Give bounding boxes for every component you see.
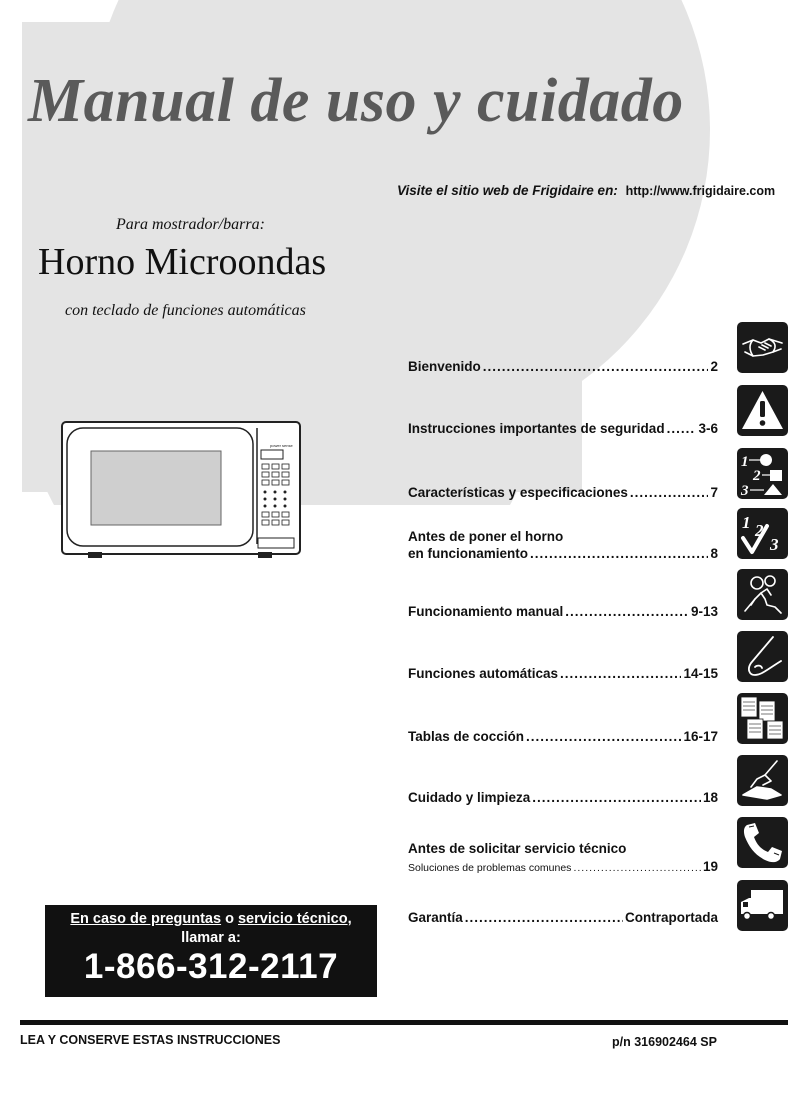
toc-label: Cuidado y limpieza xyxy=(408,790,531,805)
toc-leader xyxy=(565,604,689,619)
svg-text:power sense: power sense xyxy=(270,443,293,448)
toc-label: en funcionamiento xyxy=(408,546,529,561)
toc-label: Funciones automáticas xyxy=(408,666,559,681)
part-number: p/n 316902464 SP xyxy=(612,1035,717,1049)
svg-text:1: 1 xyxy=(741,454,749,470)
product-subtitle: con teclado de funciones automáticas xyxy=(65,302,306,319)
product-type: Para mostrador/barra: xyxy=(116,216,265,233)
toc-page: Contraportada xyxy=(624,910,718,925)
toc-entry-warranty[interactable] xyxy=(408,910,718,925)
footer-divider xyxy=(20,1020,788,1025)
website-url[interactable]: http://www.frigidaire.com xyxy=(625,184,776,198)
svg-text:3: 3 xyxy=(741,483,749,499)
manual-title: Manual de uso y cuidado xyxy=(28,67,684,135)
toc-page: 7 xyxy=(710,485,718,500)
telephone-icon xyxy=(737,817,788,868)
toc-label: Antes de solicitar servicio técnico xyxy=(408,841,627,856)
handshake-icon xyxy=(737,322,788,373)
toc-page: 9-13 xyxy=(690,604,718,619)
hand-pressing-icon xyxy=(737,569,788,620)
toc-page: 19 xyxy=(702,859,718,874)
toc-entry-cooking-tables[interactable] xyxy=(408,729,718,744)
checkmark-123-icon xyxy=(737,508,788,559)
svg-text:2: 2 xyxy=(753,468,761,484)
toc-entry-before-operating[interactable] xyxy=(408,529,718,561)
toc-page: 3-6 xyxy=(698,421,718,436)
toc-label: Instrucciones importantes de seguridad xyxy=(408,421,665,436)
toc-entry-auto-functions[interactable] xyxy=(408,666,718,681)
toc-page: 8 xyxy=(710,546,718,561)
toc-entry-care-cleaning[interactable] xyxy=(408,790,718,805)
toc-label: Bienvenido xyxy=(408,359,481,374)
background-white xyxy=(0,505,808,1105)
contact-line-1: En caso de preguntas o servicio técnico, xyxy=(70,911,352,927)
phone-number[interactable]: 1-866-312-2117 xyxy=(83,947,339,986)
toc-entry-features[interactable] xyxy=(408,485,718,500)
toc-leader xyxy=(526,729,681,744)
product-name: Horno Microondas xyxy=(38,241,327,283)
toc-leader xyxy=(532,790,701,805)
contact-line-2: llamar a: xyxy=(181,930,241,946)
toc-leader xyxy=(573,862,701,874)
toc-leader xyxy=(560,666,681,681)
toc-leader xyxy=(530,546,708,561)
toc-leader xyxy=(483,359,709,374)
toc-sublabel: Soluciones de problemas comunes xyxy=(408,862,572,874)
cleaning-hand-icon xyxy=(737,755,788,806)
toc-label: Características y especificaciones xyxy=(408,485,628,500)
toc-label: Tablas de cocción xyxy=(408,729,525,744)
toc-leader xyxy=(667,421,697,436)
toc-entry-welcome[interactable] xyxy=(408,359,718,374)
svg-text:2: 2 xyxy=(755,521,764,540)
toc-entry-service[interactable] xyxy=(408,841,718,874)
shapes-123-icon xyxy=(737,448,788,499)
svg-text:1: 1 xyxy=(742,513,751,532)
toc-page: 2 xyxy=(710,359,718,374)
toc-page: 18 xyxy=(702,790,718,805)
toc-page: 16-17 xyxy=(683,729,718,744)
toc-entry-safety[interactable] xyxy=(408,421,718,436)
warning-icon xyxy=(737,385,788,436)
finger-touch-icon xyxy=(737,631,788,682)
footer-instructions: LEA Y CONSERVE ESTAS INSTRUCCIONES xyxy=(20,1033,281,1047)
toc-leader xyxy=(465,910,623,925)
toc-label: Garantía xyxy=(408,910,463,925)
charts-icon xyxy=(737,693,788,744)
svg-text:3: 3 xyxy=(770,535,779,554)
toc-page: 14-15 xyxy=(683,666,718,681)
toc-label: Antes de poner el horno xyxy=(408,529,564,544)
website-line xyxy=(397,183,775,198)
toc-entry-manual-operation[interactable] xyxy=(408,604,718,619)
toc-label: Funcionamiento manual xyxy=(408,604,564,619)
microwave-illustration xyxy=(58,418,304,564)
toc-leader xyxy=(630,485,709,500)
contact-box xyxy=(45,905,377,997)
website-text: Visite el sitio web de Frigidaire en: xyxy=(397,183,618,198)
truck-icon xyxy=(737,880,788,931)
